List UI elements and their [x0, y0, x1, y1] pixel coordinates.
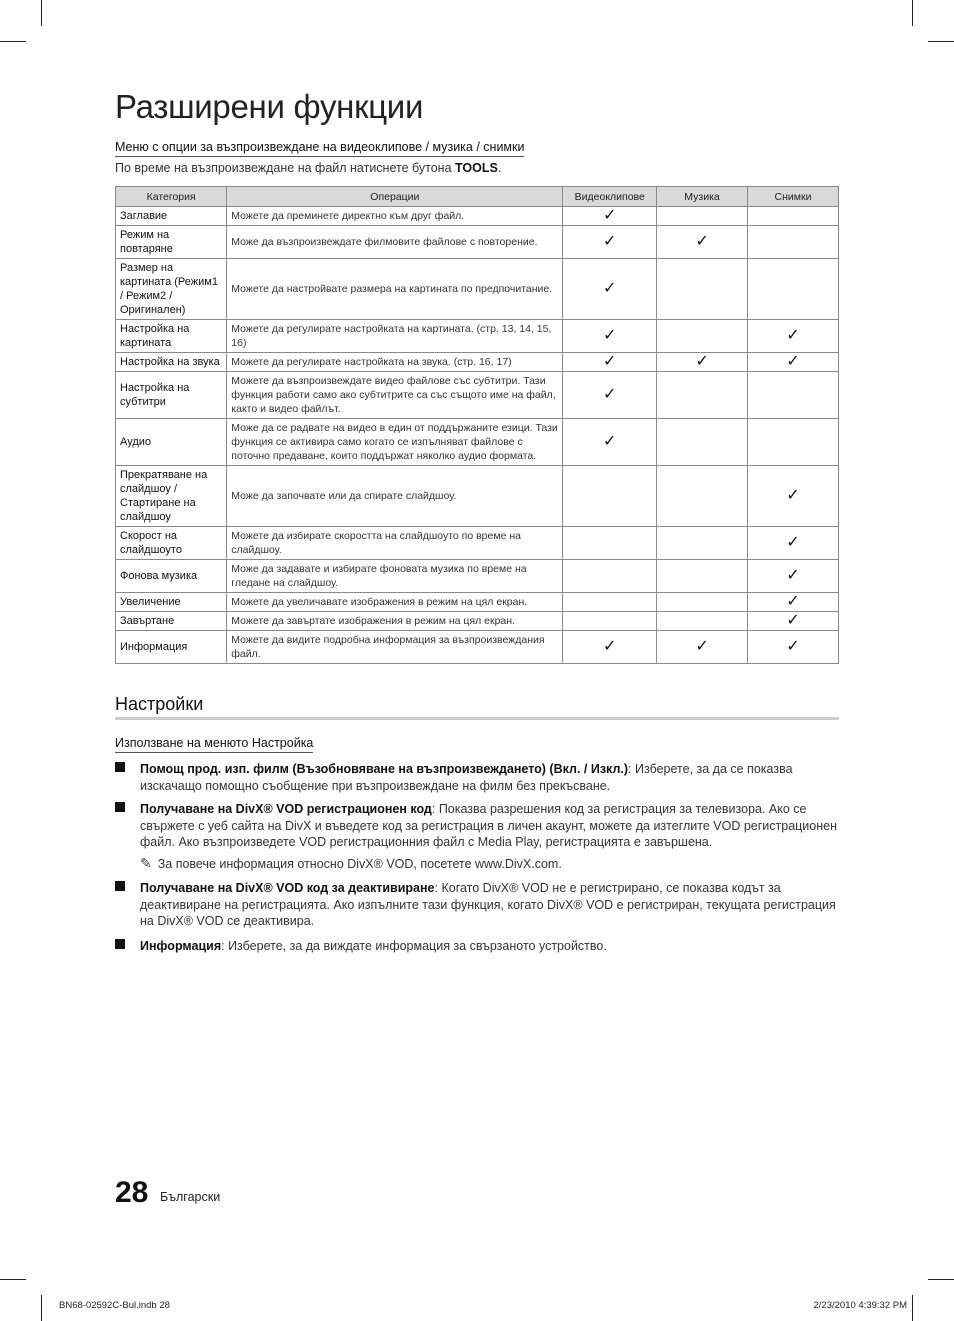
support-cell-photo: [747, 560, 838, 593]
row-operation: Може да започвате или да спирате слайдшоу.: [227, 466, 563, 527]
intro-text-end: .: [497, 161, 502, 175]
support-cell-video: [563, 612, 657, 631]
check-icon: ✓: [786, 487, 800, 504]
table-row: [116, 372, 839, 419]
row-operation: Можете да видите подробна информация за възпроизвеждания файл.: [227, 631, 563, 664]
table-row: [116, 320, 839, 353]
support-cell-music: [657, 527, 748, 560]
crop-mark: [912, 0, 913, 26]
support-cell-music: [657, 353, 748, 372]
support-cell-video: [563, 527, 657, 560]
support-cell-photo: [747, 259, 838, 320]
tools-button-label: TOOLS: [455, 161, 498, 175]
support-cell-music: [657, 466, 748, 527]
footer-timestamp: 2/23/2010 4:39:32 PM: [813, 1300, 907, 1311]
check-icon: ✓: [786, 593, 800, 610]
page-language: Български: [160, 1190, 221, 1204]
header-music: Музика: [657, 187, 748, 207]
support-cell-video: [563, 372, 657, 419]
row-operation: Можете да възпроизвеждате видео файлове със субтитри. Тази функция работи само ако субтитрите са със същото име на файл, както и видео файлът.: [227, 372, 563, 419]
support-cell-music: [657, 631, 748, 664]
support-cell-video: [563, 353, 657, 372]
row-operation: Може да задавате и избирате фоновата музика по време на гледане на слайдшоу.: [227, 560, 563, 593]
check-icon: ✓: [786, 534, 800, 551]
support-cell-music: [657, 259, 748, 320]
support-cell-photo: [747, 207, 838, 226]
note-text: За повече информация относно DivX® VOD, посетете www.DivX.com.: [157, 857, 562, 871]
row-category: Размер на картината (Режим1 / Режим2 / Оригинален): [116, 259, 227, 320]
row-operation: Можете да увеличавате изображения в режим на цял екран.: [227, 593, 563, 612]
support-cell-photo: [747, 631, 838, 664]
check-icon: ✓: [695, 353, 709, 370]
support-cell-video: [563, 466, 657, 527]
row-category: Увеличение: [116, 593, 227, 612]
row-category: Настройка на звука: [116, 353, 227, 372]
support-cell-photo: [747, 320, 838, 353]
row-operation: Можете да регулирате настройката на звука. (стр. 16, 17): [227, 353, 563, 372]
support-cell-music: [657, 560, 748, 593]
table-row: [116, 226, 839, 259]
row-operation: Може да възпроизвеждате филмовите файлове с повторение.: [227, 226, 563, 259]
bullet-text: : Изберете, за да се показва изскачащо помощно съобщение при възпроизвеждане на филм без прекъсване.: [140, 762, 793, 793]
support-cell-video: [563, 207, 657, 226]
table-row: [116, 631, 839, 664]
support-cell-music: [657, 320, 748, 353]
check-icon: ✓: [786, 567, 800, 584]
square-bullet-icon: [115, 802, 125, 812]
row-category: Скорост на слайдшоуто: [116, 527, 227, 560]
check-icon: ✓: [603, 386, 617, 403]
bullet-title: Информация: [140, 939, 222, 953]
bullet-text: : Когато DivX® VOD не е регистрирано, се показва кодът за деактивиране на регистрацията. Ако изпълните тази функция, когато DivX® VOD е регистриран, текущата регистрация на DivX® VOD се деактивира.: [140, 881, 836, 928]
crop-mark: [0, 1279, 26, 1280]
support-cell-video: [563, 419, 657, 466]
pencil-note-icon: ✎: [140, 855, 152, 871]
table-row: [116, 419, 839, 466]
table-row: [116, 259, 839, 320]
bullet-title: Получаване на DivX® VOD код за деактивиране: [140, 881, 435, 895]
support-cell-photo: [747, 419, 838, 466]
row-category: Прекратяване на слайдшоу / Стартиране на слайдшоу: [116, 466, 227, 527]
row-operation: Можете да настройвате размера на картината по предпочитание.: [227, 259, 563, 320]
row-category: Настройка на картината: [116, 320, 227, 353]
check-icon: ✓: [603, 638, 617, 655]
section-heading-playback-options: Меню с опции за възпроизвеждане на видеоклипове / музика / снимки: [115, 140, 524, 157]
support-cell-video: [563, 560, 657, 593]
square-bullet-icon: [115, 939, 125, 949]
check-icon: ✓: [786, 638, 800, 655]
support-cell-video: [563, 320, 657, 353]
table-row: [116, 466, 839, 527]
support-cell-photo: [747, 353, 838, 372]
crop-mark: [0, 41, 26, 42]
support-cell-photo: [747, 612, 838, 631]
check-icon: ✓: [603, 327, 617, 344]
support-cell-music: [657, 372, 748, 419]
row-category: Завъртане: [116, 612, 227, 631]
crop-mark: [912, 1295, 913, 1321]
check-icon: ✓: [603, 280, 617, 297]
support-cell-video: [563, 226, 657, 259]
row-operation: Можете да избирате скоростта на слайдшоуто по време на слайдшоу.: [227, 527, 563, 560]
support-cell-music: [657, 207, 748, 226]
row-operation: Можете да преминете директно към друг файл.: [227, 207, 563, 226]
bullet-item: [115, 938, 839, 955]
check-icon: ✓: [603, 207, 617, 224]
header-category: Категория: [116, 187, 227, 207]
support-cell-music: [657, 593, 748, 612]
footer-filename: BN68-02592C-Bul.indb 28: [59, 1300, 170, 1311]
note: [140, 855, 562, 872]
bullet-item: [115, 880, 839, 930]
intro-text: [115, 161, 501, 175]
row-operation: Можете да завъртате изображения в режим на цял екран.: [227, 612, 563, 631]
square-bullet-icon: [115, 881, 125, 891]
support-cell-music: [657, 612, 748, 631]
row-category: Настройка на субтитри: [116, 372, 227, 419]
table-row: [116, 353, 839, 372]
support-cell-photo: [747, 372, 838, 419]
table-row: [116, 593, 839, 612]
table-row: [116, 612, 839, 631]
square-bullet-icon: [115, 762, 125, 772]
bullet-text: : Показва разрешения код за регистрация за телевизора. Ако се свържете с уеб сайта на DivX и въведете код за регистрация в личен акаунт, можете да изтеглите VOD регистрационен файл. Ако възпроизведете VOD регистрационния файл с Media Play, регистрацията е завършена.: [140, 802, 838, 849]
crop-mark: [41, 0, 42, 26]
row-category: Фонова музика: [116, 560, 227, 593]
row-category: Информация: [116, 631, 227, 664]
header-photos: Снимки: [747, 187, 838, 207]
check-icon: ✓: [786, 612, 800, 629]
header-video: Видеоклипове: [563, 187, 657, 207]
support-cell-photo: [747, 226, 838, 259]
row-operation: Можете да регулирате настройката на картината. (стр. 13, 14, 15, 16): [227, 320, 563, 353]
check-icon: ✓: [786, 353, 800, 370]
bullet-title: Получаване на DivX® VOD регистрационен код: [140, 802, 432, 816]
table-row: [116, 560, 839, 593]
table-header-row: [116, 187, 839, 207]
page-title: Разширени функции: [115, 88, 424, 125]
row-category: Заглавие: [116, 207, 227, 226]
header-operations: Операции: [227, 187, 563, 207]
row-category: Режим на повтаряне: [116, 226, 227, 259]
check-icon: ✓: [786, 327, 800, 344]
settings-heading: Настройки: [115, 694, 204, 714]
intro-text-main: По време на възпроизвеждане на файл натиснете бутона: [115, 161, 452, 175]
support-cell-photo: [747, 593, 838, 612]
support-cell-video: [563, 631, 657, 664]
crop-mark: [928, 41, 954, 42]
bullet-item: [115, 801, 839, 851]
table-row: [116, 527, 839, 560]
crop-mark: [928, 1279, 954, 1280]
settings-subheading: Използване на менюто Настройка: [115, 736, 313, 753]
support-cell-video: [563, 259, 657, 320]
table-row: [116, 207, 839, 226]
check-icon: ✓: [603, 353, 617, 370]
check-icon: ✓: [695, 638, 709, 655]
check-icon: ✓: [603, 233, 617, 250]
crop-mark: [41, 1295, 42, 1321]
support-cell-photo: [747, 527, 838, 560]
support-cell-music: [657, 419, 748, 466]
bullet-item: [115, 761, 839, 794]
page-number: 28: [115, 1176, 149, 1209]
check-icon: ✓: [603, 433, 617, 450]
table-body: [116, 207, 839, 664]
row-operation: Може да се радвате на видео в един от поддържаните езици. Тази функция се активира само когато се изпълняват файлове с поточно предаване, които поддържат няколко аудио формата.: [227, 419, 563, 466]
support-cell-photo: [747, 466, 838, 527]
row-category: Аудио: [116, 419, 227, 466]
options-table: [115, 186, 839, 664]
bullet-title: Помощ прод. изп. филм (Възобновяване на възпроизвеждането) (Вкл. / Изкл.): [140, 762, 629, 776]
check-icon: ✓: [695, 233, 709, 250]
support-cell-music: [657, 226, 748, 259]
support-cell-video: [563, 593, 657, 612]
bullet-text: : Изберете, за да виждате информация за свързаното устройство.: [221, 939, 607, 953]
settings-divider: [115, 717, 839, 720]
